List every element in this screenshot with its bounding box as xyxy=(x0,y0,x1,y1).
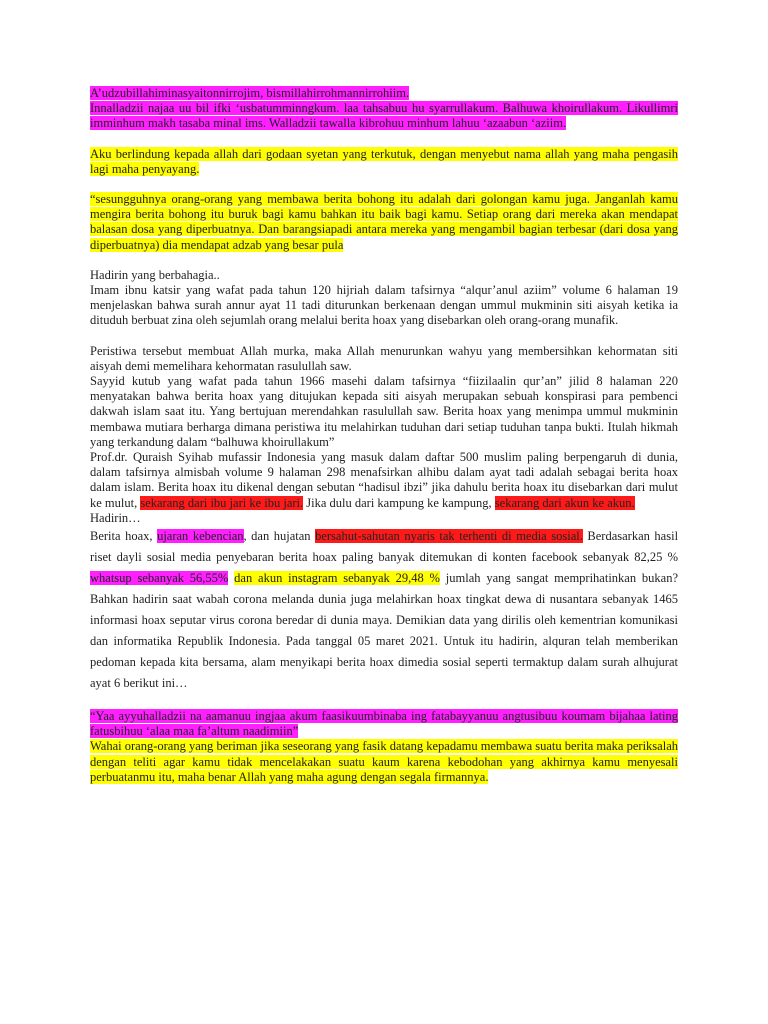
paragraph-sayyid-kutub: Sayyid kutub yang wafat pada tahun 1966 masehi dalam tafsirnya “fiizilaalin qur’an” jilid 8 halaman 220 menyatakan bahwa berita hoax yang ditujukan kepada siti aisyah merupakan sebuah konspirasi para pembenci dakwah islam saat itu. Yang bertujuan merendahkan rasulullah saw. Berita hoax yang menimpa ummul mukminin membawa mutiara berharga dimana peristiwa itu melahirkan tuduhan dari setiap tuduhan tanpa bukti. Itulah hikmah yang terkandung dalam “balhuwa khoirullakum” xyxy=(90,374,678,449)
text-segment: Prof.dr. Quraish Syihab mufassir Indonesia yang masuk dalam daftar 500 muslim paling berpengaruh di dunia, dalam tafsirnya almisbah volume 9 halaman 298 menafsirkan alhibu dalam ayat tadi adalah sebagai berita hoax dalam islam. Berita hoax itu dikenal dengan sebutan “hadisul ibzi” jika dahulu berita hoax itu disebarkan dari mulut ke mulut, xyxy=(90,450,678,510)
highlight-yellow: Aku berlindung kepada allah dari godaan syetan yang terkutuk, dengan menyebut nama allah yang maha pengasih lagi maha penyayang. xyxy=(90,146,678,176)
text-segment: Berdasarkan hasil riset dayli sosial media penyebaran berita hoax paling banyak ditemukan di konten facebook sebanyak 82,25 % xyxy=(90,529,679,565)
highlight-magenta: A’udzubillahiminasyaitonnirrojim, bismillahirrohmannirrohiim. xyxy=(90,86,410,100)
translation-annur xyxy=(90,192,678,253)
text-segment: jumlah yang sangat memprihatinkan bukan? Bahkan hadirin saat wabah corona melanda dunia juga melahirkan hoax tingkat dewa di nusantara sebanyak 1465 informasi hoax seputar virus corona beredar di dunia maya. Demikian data yang dirilis oleh kementrian komunikasi dan informatika Republik Indonesia. Pada tanggal 05 maret 2021. Untuk itu hadirin, alquran telah memberikan pedoman kepada kita bersama, alam menyikapi berita hoax dimedia sosial seperti termaktup dalam surah alhujurat ayat 6 berikut ini… xyxy=(90,571,679,691)
highlight-yellow: “sesungguhnya orang-orang yang membawa berita bohong itu adalah dari golongan kamu juga. Janganlah kamu mengira berita bohong itu buruk bagi kamu bahkan itu baik bagi kamu. Setiap orang dari mereka akan mendapat balasan dosa yang diperbuatnya. Dan barangsiapadi antara mereka yang mengambil bagian terbesar (dari dosa yang diperbuatnya) dia mendapat adzab yang besar pula xyxy=(90,192,678,252)
highlight-red: bersahut-sahutan nyaris tak terhenti di media sosial. xyxy=(315,529,583,544)
paragraph-ibnu-katsir: Imam ibnu katsir yang wafat pada tahun 120 hijriah dalam tafsirnya “alqur’anul aziim” volume 6 halaman 19 menjelaskan bahwa surah annur ayat 11 tadi diturunkan berkenaan dengan ummul mukminin siti aisyah ketika ia dituduh berbuat zina oleh sejumlah orang melalui berita hoax yang disebarkan oleh orang-orang munafik. xyxy=(90,283,678,328)
highlight-red: sekarang dari ibu jari ke ibu jari. xyxy=(140,495,304,510)
paragraph-berita-hoax xyxy=(90,526,678,694)
highlight-magenta: whatsup sebanyak 56,55% xyxy=(90,571,229,586)
highlight-magenta: “Yaa ayyuhalladzii na aamanuu ingjaa akum faasikuumbinaba ing fatabayyanuu angtusibuu koumam bijahaa lating fatusbihuu ‘alaa maa fa’altum naadimiin” xyxy=(90,709,678,739)
highlight-magenta: ujaran kebencian xyxy=(157,529,244,544)
paragraph-quraish-syihab xyxy=(90,450,678,511)
document-page xyxy=(90,86,678,785)
closing-arabic xyxy=(90,709,678,739)
closing-translation xyxy=(90,739,678,785)
translation-ta-awudz xyxy=(90,147,678,177)
paragraph-peristiwa: Peristiwa tersebut membuat Allah murka, maka Allah menurunkan wahyu yang membersihkan kehormatan siti aisyah demi memelihara kehormatan rasulullah saw. xyxy=(90,343,678,373)
text-segment: Berita hoax, xyxy=(90,529,153,544)
highlight-red: sekarang dari akun ke akun. xyxy=(494,495,635,510)
greeting: Hadirin yang berbahagia.. xyxy=(90,267,220,282)
hadirin: Hadirin… xyxy=(90,510,141,525)
text-segment: Jika dulu dari kampung ke kampung, xyxy=(306,495,492,510)
opening-arabic xyxy=(90,86,678,132)
text-segment: , dan hujatan xyxy=(243,529,311,544)
highlight-yellow: Wahai orang-orang yang beriman jika seseorang yang fasik datang kepadamu membawa suatu berita maka periksalah dengan teliti agar kamu tidak mencelakakan suatu kaum karena kebodohan yang akhirnya kamu menyesali perbuatanmu itu, maha benar Allah yang maha agung dengan segala firmannya. xyxy=(90,739,678,784)
highlight-magenta: Innalladzii najaa uu bil ifki ‘usbatumminngkum. laa tahsabuu hu syarrullakum. Balhuwa khoirullakum. Likullimri imminhum makh tasaba minal ims. Walladzii tawalla kibrohuu minhum lahuu ‘azaabun ‘aziim. xyxy=(90,101,678,131)
highlight-yellow: dan akun instagram sebanyak 29,48 % xyxy=(234,571,440,586)
